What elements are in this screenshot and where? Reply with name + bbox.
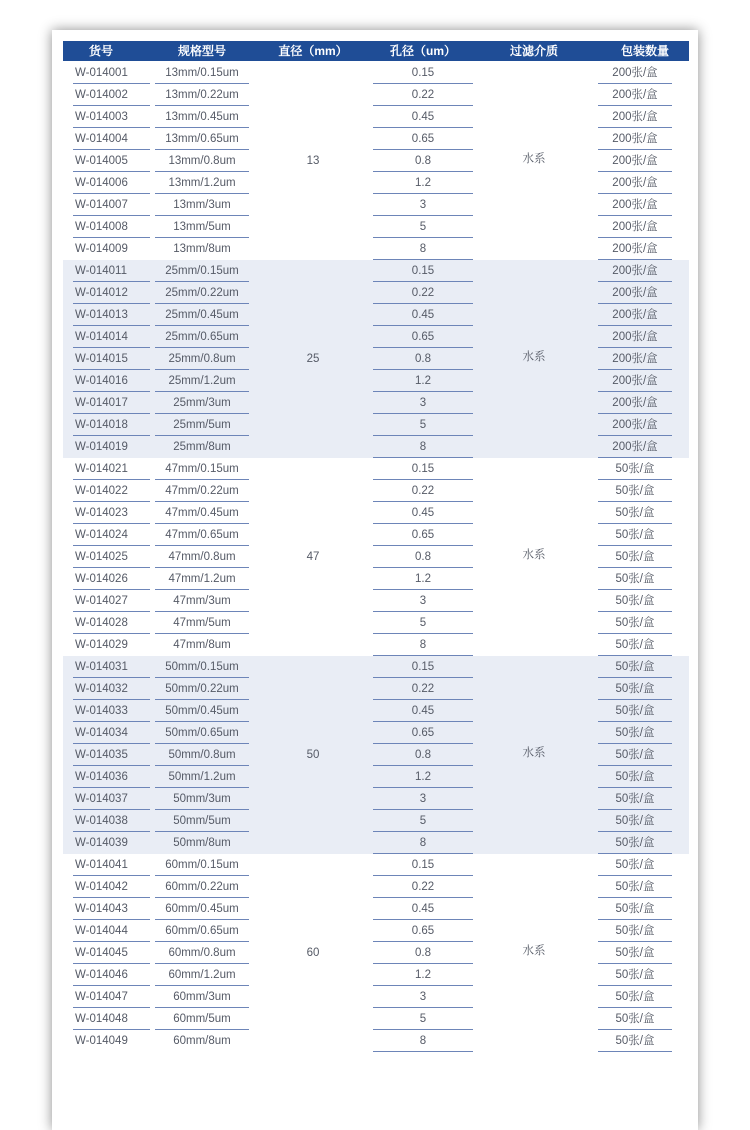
cell-code: W-014034 — [73, 722, 150, 744]
cell-pore: 0.22 — [373, 876, 473, 898]
cell-code: W-014017 — [73, 392, 150, 414]
cell-diameter: 13 — [306, 155, 320, 167]
cell-pore: 5 — [373, 216, 473, 238]
cell-spec: 50mm/0.8um — [155, 744, 249, 766]
cell-pack: 50张/盒 — [598, 722, 672, 744]
cell-spec: 47mm/0.8um — [155, 546, 249, 568]
cell-pore: 0.8 — [373, 942, 473, 964]
cell-code: W-014048 — [73, 1008, 150, 1030]
cell-pore: 3 — [373, 392, 473, 414]
cell-code: W-014044 — [73, 920, 150, 942]
cell-pore: 5 — [373, 810, 473, 832]
cell-spec: 25mm/8um — [173, 441, 231, 453]
cell-spec: 47mm/0.22um — [155, 480, 249, 502]
cell-code: W-014011 — [73, 260, 150, 282]
cell-code: W-014018 — [73, 414, 150, 436]
cell-code: W-014027 — [73, 590, 150, 612]
cell-pore: 0.22 — [373, 84, 473, 106]
cell-pack: 200张/盒 — [598, 370, 672, 392]
cell-spec: 47mm/3um — [155, 590, 249, 612]
cell-pore: 3 — [373, 986, 473, 1008]
cell-spec: 47mm/1.2um — [155, 568, 249, 590]
cell-pack: 200张/盒 — [598, 260, 672, 282]
cell-spec: 25mm/5um — [155, 414, 249, 436]
cell-pore: 0.22 — [373, 678, 473, 700]
header-pore: 孔径（um） — [389, 44, 456, 58]
cell-code: W-014005 — [73, 150, 150, 172]
cell-pack: 200张/盒 — [598, 172, 672, 194]
cell-pack: 50张/盒 — [598, 568, 672, 590]
cell-spec: 25mm/0.45um — [155, 304, 249, 326]
cell-pack: 200张/盒 — [598, 304, 672, 326]
cell-spec: 13mm/0.65um — [155, 128, 249, 150]
cell-pore: 0.45 — [373, 700, 473, 722]
cell-spec: 25mm/0.15um — [155, 260, 249, 282]
cell-spec: 60mm/5um — [155, 1008, 249, 1030]
cell-code: W-014028 — [73, 612, 150, 634]
cell-pack: 200张/盒 — [598, 436, 672, 458]
cell-pore: 0.15 — [373, 656, 473, 678]
cell-pore: 8 — [373, 832, 473, 854]
cell-pore: 8 — [373, 1030, 473, 1052]
cell-pack: 50张/盒 — [598, 942, 672, 964]
cell-pore: 0.45 — [373, 304, 473, 326]
cell-pore: 5 — [373, 414, 473, 436]
cell-code: W-014008 — [73, 216, 150, 238]
cell-pack: 50张/盒 — [598, 876, 672, 898]
cell-pack: 50张/盒 — [598, 898, 672, 920]
cell-code: W-014014 — [73, 326, 150, 348]
cell-spec: 13mm/3um — [155, 194, 249, 216]
cell-spec: 13mm/5um — [155, 216, 249, 238]
cell-code: W-014037 — [73, 788, 150, 810]
cell-code: W-014047 — [73, 986, 150, 1008]
cell-code: W-014021 — [73, 458, 150, 480]
cell-pack: 200张/盒 — [598, 194, 672, 216]
cell-code: W-014032 — [73, 678, 150, 700]
cell-code: W-014015 — [73, 348, 150, 370]
cell-pore: 1.2 — [373, 568, 473, 590]
cell-code: W-014025 — [73, 546, 150, 568]
cell-code: W-014045 — [73, 942, 150, 964]
cell-pore: 0.15 — [373, 62, 473, 84]
header-medium: 过滤介质 — [509, 44, 558, 58]
cell-pack: 50张/盒 — [598, 854, 672, 876]
cell-code: W-014002 — [73, 84, 150, 106]
cell-spec: 60mm/3um — [155, 986, 249, 1008]
cell-spec: 13mm/0.15um — [155, 62, 249, 84]
cell-diameter: 50 — [306, 749, 320, 761]
cell-pore: 0.8 — [373, 744, 473, 766]
cell-pack: 200张/盒 — [598, 348, 672, 370]
cell-pore: 0.65 — [373, 722, 473, 744]
cell-spec: 25mm/0.8um — [155, 348, 249, 370]
header-code: 货号 — [88, 44, 113, 58]
cell-pack: 200张/盒 — [598, 414, 672, 436]
cell-pore: 5 — [373, 1008, 473, 1030]
cell-pack: 200张/盒 — [598, 106, 672, 128]
cell-spec: 47mm/0.65um — [155, 524, 249, 546]
cell-pore: 1.2 — [373, 172, 473, 194]
cell-spec: 47mm/5um — [155, 612, 249, 634]
cell-pore: 0.65 — [373, 524, 473, 546]
cell-pack: 50张/盒 — [598, 524, 672, 546]
cell-pack: 50张/盒 — [598, 810, 672, 832]
cell-pore: 0.45 — [373, 898, 473, 920]
cell-pack: 50张/盒 — [598, 788, 672, 810]
cell-medium: 水系 — [522, 153, 546, 165]
cell-code: W-014006 — [73, 172, 150, 194]
cell-code: W-014049 — [75, 1035, 128, 1047]
cell-code: W-014026 — [73, 568, 150, 590]
cell-spec: 50mm/0.15um — [155, 656, 249, 678]
cell-medium: 水系 — [522, 945, 546, 957]
cell-medium: 水系 — [522, 747, 546, 759]
cell-pore: 1.2 — [373, 964, 473, 986]
cell-code: W-014035 — [73, 744, 150, 766]
cell-spec: 25mm/0.22um — [155, 282, 249, 304]
cell-code: W-014036 — [73, 766, 150, 788]
cell-pack: 50张/盒 — [598, 590, 672, 612]
cell-pack: 200张/盒 — [598, 62, 672, 84]
cell-spec: 47mm/0.15um — [155, 458, 249, 480]
cell-spec: 60mm/0.15um — [155, 854, 249, 876]
cell-pack: 50张/盒 — [598, 964, 672, 986]
header-diameter: 直径（mm） — [278, 44, 348, 58]
cell-spec: 50mm/3um — [155, 788, 249, 810]
cell-pore: 3 — [373, 788, 473, 810]
cell-spec: 25mm/3um — [155, 392, 249, 414]
cell-code: W-014043 — [73, 898, 150, 920]
cell-pore: 0.8 — [373, 150, 473, 172]
cell-spec: 50mm/8um — [173, 837, 231, 849]
cell-spec: 60mm/0.45um — [155, 898, 249, 920]
cell-spec: 60mm/0.8um — [155, 942, 249, 964]
cell-pack: 50张/盒 — [598, 656, 672, 678]
cell-pack: 50张/盒 — [598, 986, 672, 1008]
cell-pack: 50张/盒 — [598, 1008, 672, 1030]
cell-code: W-014041 — [73, 854, 150, 876]
cell-pore: 0.8 — [373, 546, 473, 568]
cell-code: W-014004 — [73, 128, 150, 150]
cell-pore: 0.22 — [373, 480, 473, 502]
cell-spec: 60mm/0.22um — [155, 876, 249, 898]
cell-code: W-014022 — [73, 480, 150, 502]
cell-code: W-014039 — [75, 837, 128, 849]
cell-spec: 50mm/1.2um — [155, 766, 249, 788]
cell-code: W-014003 — [73, 106, 150, 128]
cell-diameter: 60 — [306, 947, 320, 959]
cell-code: W-014009 — [75, 243, 128, 255]
cell-pack: 200张/盒 — [598, 84, 672, 106]
cell-code: W-014012 — [73, 282, 150, 304]
cell-spec: 50mm/5um — [155, 810, 249, 832]
cell-pack: 50张/盒 — [598, 920, 672, 942]
cell-code: W-014019 — [75, 441, 128, 453]
cell-spec: 60mm/0.65um — [155, 920, 249, 942]
cell-pore: 0.8 — [373, 348, 473, 370]
cell-pack: 200张/盒 — [598, 282, 672, 304]
cell-code: W-014001 — [73, 62, 150, 84]
cell-pore: 0.15 — [373, 854, 473, 876]
cell-code: W-014023 — [73, 502, 150, 524]
cell-pore: 0.65 — [373, 920, 473, 942]
cell-code: W-014016 — [73, 370, 150, 392]
cell-pack: 50张/盒 — [598, 502, 672, 524]
cell-pore: 0.65 — [373, 128, 473, 150]
cell-pore: 1.2 — [373, 766, 473, 788]
cell-pack: 200张/盒 — [598, 216, 672, 238]
cell-pore: 8 — [373, 436, 473, 458]
cell-code: W-014024 — [73, 524, 150, 546]
cell-spec: 60mm/8um — [173, 1035, 231, 1047]
cell-spec: 50mm/0.45um — [155, 700, 249, 722]
cell-medium: 水系 — [522, 549, 546, 561]
cell-code: W-014046 — [73, 964, 150, 986]
cell-code: W-014038 — [73, 810, 150, 832]
cell-pack: 50张/盒 — [598, 744, 672, 766]
cell-pore: 8 — [373, 238, 473, 260]
cell-diameter: 47 — [306, 551, 320, 563]
cell-pack: 50张/盒 — [598, 832, 672, 854]
cell-code: W-014033 — [73, 700, 150, 722]
cell-pore: 0.45 — [373, 106, 473, 128]
cell-pore: 3 — [373, 194, 473, 216]
cell-pack: 50张/盒 — [598, 766, 672, 788]
cell-pack: 200张/盒 — [598, 392, 672, 414]
cell-spec: 50mm/0.65um — [155, 722, 249, 744]
cell-spec: 60mm/1.2um — [155, 964, 249, 986]
cell-pack: 50张/盒 — [598, 678, 672, 700]
cell-pack: 50张/盒 — [598, 546, 672, 568]
cell-pack: 50张/盒 — [598, 700, 672, 722]
cell-pore: 0.45 — [373, 502, 473, 524]
cell-spec: 25mm/0.65um — [155, 326, 249, 348]
cell-pore: 0.65 — [373, 326, 473, 348]
cell-pack: 200张/盒 — [598, 326, 672, 348]
cell-code: W-014007 — [73, 194, 150, 216]
cell-spec: 47mm/0.45um — [155, 502, 249, 524]
cell-pore: 8 — [373, 634, 473, 656]
header-spec: 规格型号 — [177, 44, 226, 58]
cell-pore: 0.22 — [373, 282, 473, 304]
cell-pack: 50张/盒 — [598, 612, 672, 634]
cell-pore: 1.2 — [373, 370, 473, 392]
cell-medium: 水系 — [522, 351, 546, 363]
cell-pack: 200张/盒 — [598, 238, 672, 260]
cell-pore: 3 — [373, 590, 473, 612]
cell-pack: 50张/盒 — [598, 458, 672, 480]
cell-pore: 5 — [373, 612, 473, 634]
cell-diameter: 25 — [306, 353, 320, 365]
cell-spec: 50mm/0.22um — [155, 678, 249, 700]
header-pack: 包装数量 — [620, 44, 669, 58]
cell-pack: 50张/盒 — [598, 1030, 672, 1052]
cell-pack: 200张/盒 — [598, 128, 672, 150]
cell-code: W-014029 — [75, 639, 128, 651]
cell-pack: 200张/盒 — [598, 150, 672, 172]
cell-spec: 25mm/1.2um — [155, 370, 249, 392]
cell-code: W-014013 — [73, 304, 150, 326]
cell-pore: 0.15 — [373, 458, 473, 480]
cell-spec: 13mm/1.2um — [155, 172, 249, 194]
cell-spec: 47mm/8um — [173, 639, 231, 651]
cell-pack: 50张/盒 — [598, 634, 672, 656]
cell-spec: 13mm/8um — [173, 243, 231, 255]
cell-pack: 50张/盒 — [598, 480, 672, 502]
cell-spec: 13mm/0.22um — [155, 84, 249, 106]
cell-code: W-014031 — [73, 656, 150, 678]
cell-pore: 0.15 — [373, 260, 473, 282]
cell-code: W-014042 — [73, 876, 150, 898]
cell-spec: 13mm/0.8um — [155, 150, 249, 172]
cell-spec: 13mm/0.45um — [155, 106, 249, 128]
